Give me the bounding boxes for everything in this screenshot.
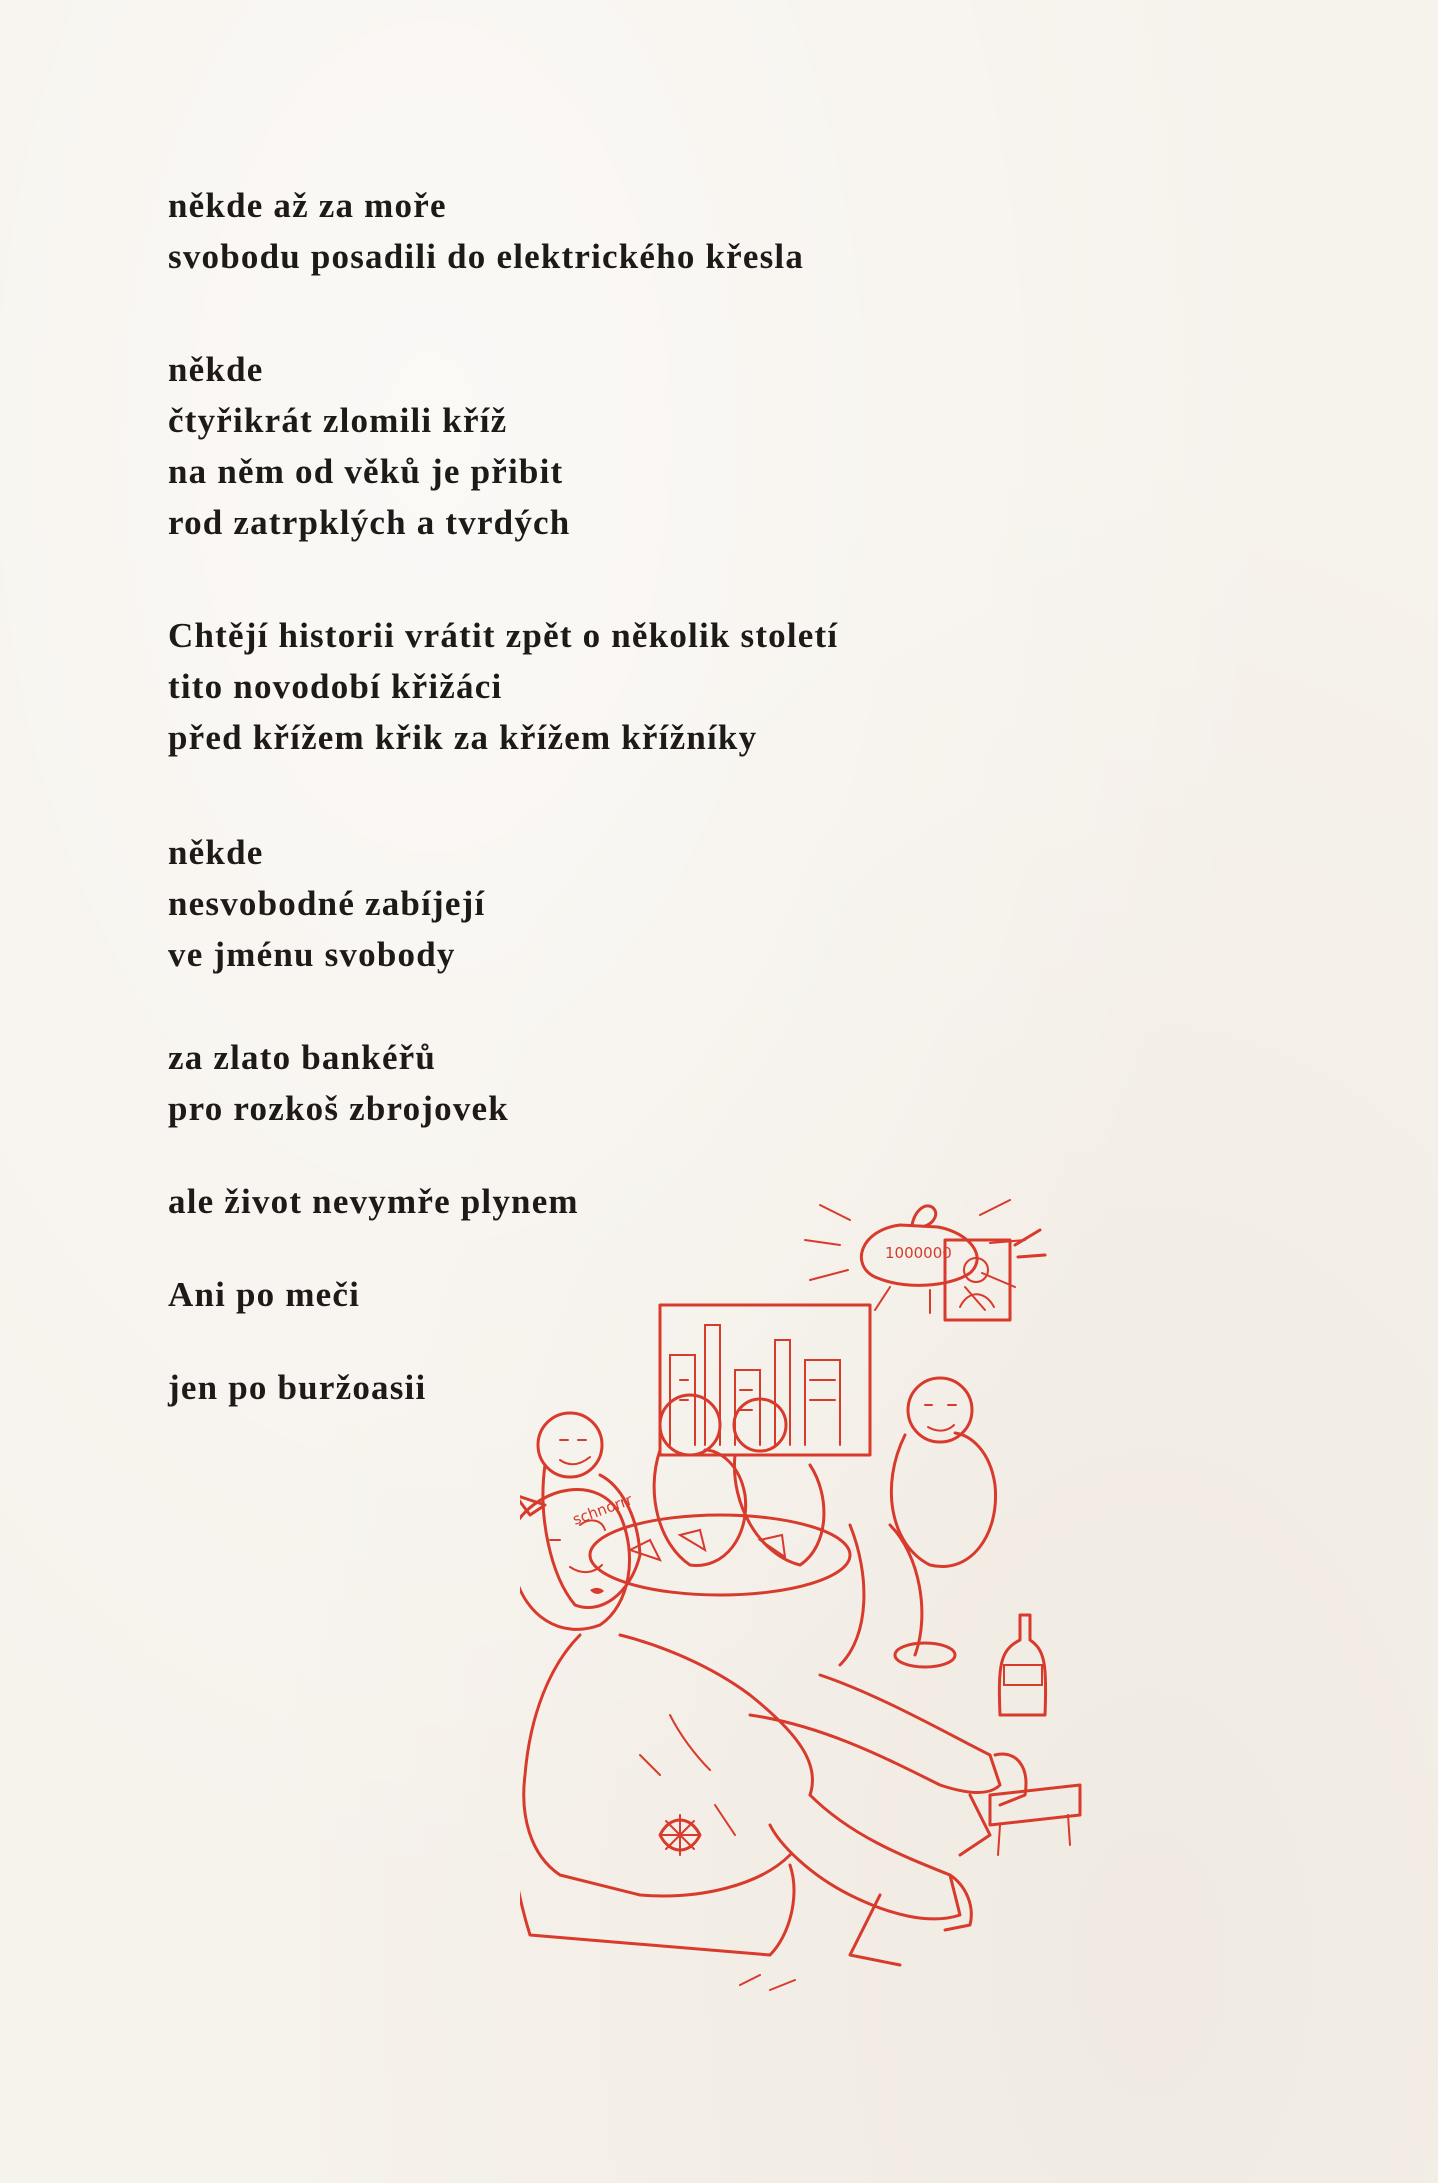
money-bag: [805, 1200, 1025, 1313]
window-factory: [660, 1305, 870, 1455]
poem-line: pro rozkoš zbrojovek: [168, 1089, 509, 1128]
poem-line: jen po buržoasii: [168, 1368, 427, 1407]
poem-line: za zlato bankéřů: [168, 1038, 437, 1077]
svg-text:schnorrr: schnorrr: [570, 1490, 635, 1529]
poem-line: ale život nevymře plynem: [168, 1182, 579, 1221]
poem-line: někde: [168, 833, 264, 872]
poem-line: čtyřikrát zlomili kříž: [168, 401, 508, 440]
poem-line: Ani po meči: [168, 1275, 361, 1314]
caricature-illustration: [520, 1195, 1180, 2015]
poem-line: rod zatrpklých a tvrdých: [168, 503, 571, 542]
stanza-1: [168, 180, 1028, 282]
stanza-2: [168, 344, 1028, 548]
bottle: [999, 1615, 1045, 1715]
stanza-3: [168, 610, 1028, 763]
poem-line: před křížem křik za křížem křížníky: [168, 718, 758, 757]
money-bag-label: 1000000: [885, 1244, 952, 1262]
poem-line: Chtějí historii vrátit zpět o několik století: [168, 616, 839, 655]
poem-line: na něm od věků je přibit: [168, 452, 564, 491]
poem-line: někde: [168, 350, 264, 389]
poem-line: nesvobodné zabíjejí: [168, 884, 486, 923]
poem-line: ve jménu svobody: [168, 935, 456, 974]
poem-line: svobodu posadili do elektrického křesla: [168, 237, 805, 276]
poem-line: tito novodobí křižáci: [168, 667, 503, 706]
stanza-5: [168, 1032, 1028, 1134]
stanza-4: [168, 827, 1028, 980]
card-players: [538, 1378, 996, 1667]
footstool: [990, 1785, 1080, 1855]
poem-line: někde až za moře: [168, 186, 447, 225]
